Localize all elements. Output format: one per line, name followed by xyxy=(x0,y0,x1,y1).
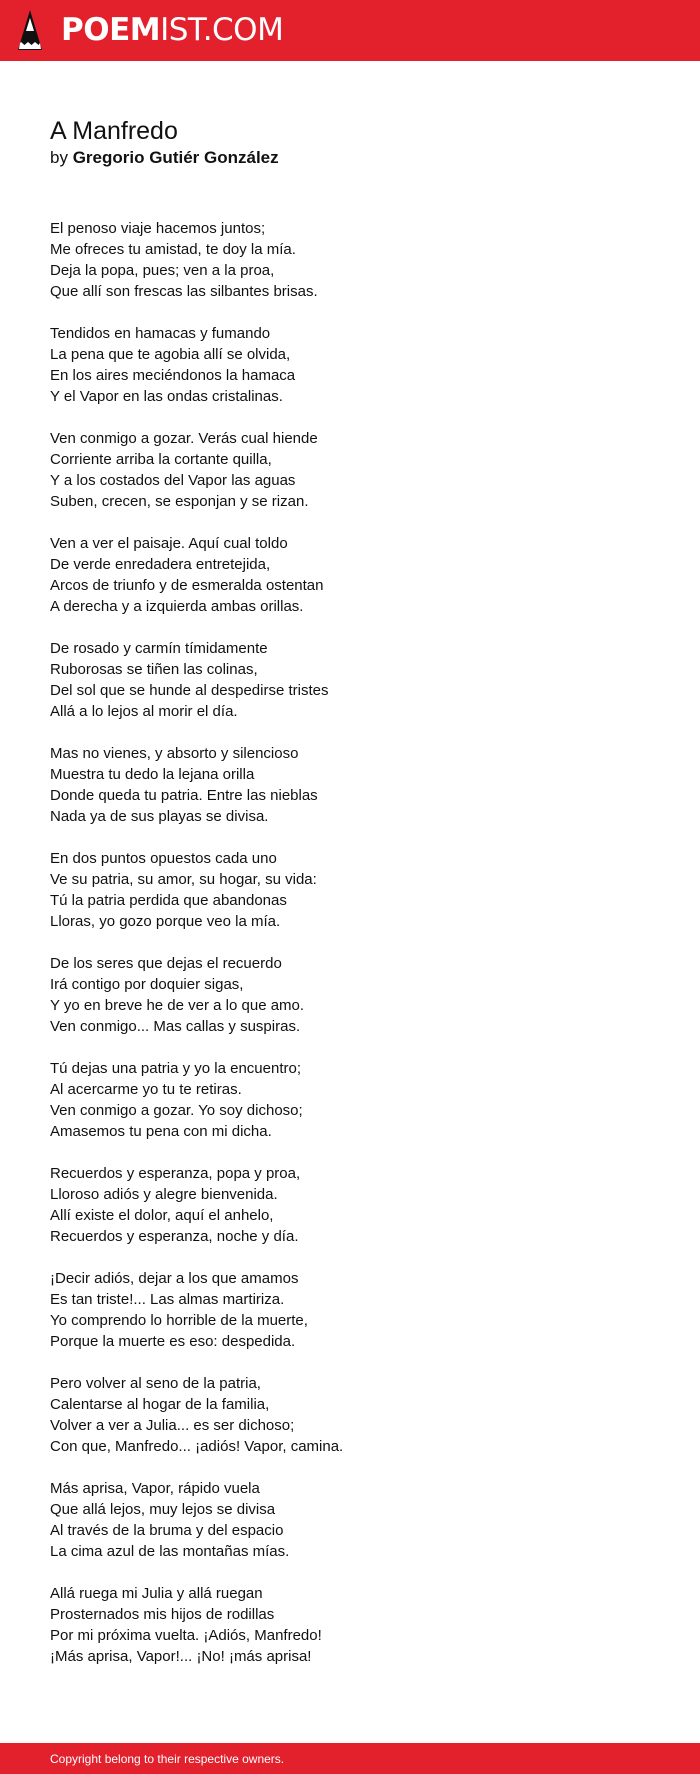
copyright-text: Copyright belong to their respective owners. xyxy=(50,1752,285,1766)
poem-line: Ven conmigo a gozar. Yo soy dichoso; xyxy=(50,1102,303,1119)
poem-line: Del sol que se hunde al despedirse tristes xyxy=(50,682,329,699)
poem-line: Pero volver al seno de la patria, xyxy=(50,1375,261,1392)
poem-line: Volver a ver a Julia... es ser dichoso; xyxy=(50,1417,295,1434)
poem-line: ¡Más aprisa, Vapor!... ¡No! ¡más aprisa! xyxy=(50,1648,312,1665)
poem-line: Que allí son frescas las silbantes brisas. xyxy=(50,283,318,300)
poem-line: Nada ya de sus playas se divisa. xyxy=(50,808,269,825)
site-footer xyxy=(0,1743,700,1774)
stanza xyxy=(50,1163,650,1247)
poem-line: Me ofreces tu amistad, te doy la mía. xyxy=(50,241,296,258)
poem-line: Calentarse al hogar de la familia, xyxy=(50,1396,270,1413)
poem-line: Por mi próxima vuelta. ¡Adiós, Manfredo! xyxy=(50,1627,322,1644)
stanza xyxy=(50,743,650,827)
stanza xyxy=(50,323,650,407)
logo-light-text: IST.COM xyxy=(160,12,284,48)
poem-line: Con que, Manfredo... ¡adiós! Vapor, camina. xyxy=(50,1438,344,1455)
poem-line: De verde enredadera entretejida, xyxy=(50,556,271,573)
poem-title: A Manfredo xyxy=(50,117,178,145)
poem-line: Allá ruega mi Julia y allá ruegan xyxy=(50,1585,263,1602)
stanza xyxy=(50,1373,650,1457)
poem-author: Gregorio Gutiér González xyxy=(72,148,279,167)
poem-line: A derecha y a izquierda ambas orillas. xyxy=(50,598,304,615)
poem-line: Arcos de triunfo y de esmeralda ostentan xyxy=(50,577,324,594)
poem-line: Lloras, yo gozo porque veo la mía. xyxy=(50,913,281,930)
poem-line: Corriente arriba la cortante quilla, xyxy=(50,451,272,468)
poem-line: Allí existe el dolor, aquí el anhelo, xyxy=(50,1207,274,1224)
poem-line: Tú la patria perdida que abandonas xyxy=(50,892,287,909)
poem-byline xyxy=(50,146,279,170)
poem-line: Al acercarme yo tu te retiras. xyxy=(50,1081,242,1098)
poem-line: En los aires meciéndonos la hamaca xyxy=(50,367,296,384)
poem-line: Ve su patria, su amor, su hogar, su vida: xyxy=(50,871,317,888)
poem-line: Que allá lejos, muy lejos se divisa xyxy=(50,1501,276,1518)
poem-line: Prosternados mis hijos de rodillas xyxy=(50,1606,275,1623)
poem-line: El penoso viaje hacemos juntos; xyxy=(50,220,266,237)
poem-line: Ven conmigo... Mas callas y suspiras. xyxy=(50,1018,301,1035)
poem-body xyxy=(50,218,650,1688)
poem-line: Y a los costados del Vapor las aguas xyxy=(50,472,296,489)
poem-line: ¡Decir adiós, dejar a los que amamos xyxy=(50,1270,299,1287)
poem-line: De los seres que dejas el recuerdo xyxy=(50,955,282,972)
poem-line: En dos puntos opuestos cada uno xyxy=(50,850,277,867)
poem-line: Muestra tu dedo la lejana orilla xyxy=(50,766,255,783)
poem-line: Ven conmigo a gozar. Verás cual hiende xyxy=(50,430,318,447)
stanza xyxy=(50,533,650,617)
poem-line: Amasemos tu pena con mi dicha. xyxy=(50,1123,272,1140)
stanza xyxy=(50,1583,650,1667)
poem-line: La cima azul de las montañas mías. xyxy=(50,1543,290,1560)
poem-line: La pena que te agobia allí se olvida, xyxy=(50,346,291,363)
poem-line: Recuerdos y esperanza, popa y proa, xyxy=(50,1165,301,1182)
logo-bold-text: POEM xyxy=(61,12,161,48)
by-label: by xyxy=(50,148,68,167)
stanza xyxy=(50,428,650,512)
site-logo[interactable] xyxy=(61,8,283,52)
stanza xyxy=(50,218,650,302)
site-header xyxy=(0,0,700,61)
poem-line: De rosado y carmín tímidamente xyxy=(50,640,268,657)
poem-line: Tú dejas una patria y yo la encuentro; xyxy=(50,1060,301,1077)
poem-line: Porque la muerte es eso: despedida. xyxy=(50,1333,296,1350)
poem-line: Donde queda tu patria. Entre las nieblas xyxy=(50,787,318,804)
stanza xyxy=(50,1478,650,1562)
poem-line: Suben, crecen, se esponjan y se rizan. xyxy=(50,493,309,510)
poem-line: Lloroso adiós y alegre bienvenida. xyxy=(50,1186,278,1203)
stanza xyxy=(50,1268,650,1352)
poem-line: Allá a lo lejos al morir el día. xyxy=(50,703,238,720)
poem-line: Ven a ver el paisaje. Aquí cual toldo xyxy=(50,535,288,552)
stanza xyxy=(50,848,650,932)
poem-line: Irá contigo por doquier sigas, xyxy=(50,976,244,993)
stanza xyxy=(50,953,650,1037)
poem-line: Tendidos en hamacas y fumando xyxy=(50,325,271,342)
poem-line: Deja la popa, pues; ven a la proa, xyxy=(50,262,275,279)
poem-line: Recuerdos y esperanza, noche y día. xyxy=(50,1228,299,1245)
stanza xyxy=(50,638,650,722)
poem-line: Y yo en breve he de ver a lo que amo. xyxy=(50,997,305,1014)
poem-line: Más aprisa, Vapor, rápido vuela xyxy=(50,1480,260,1497)
pen-nib-icon[interactable] xyxy=(17,9,43,53)
poem-line: Y el Vapor en las ondas cristalinas. xyxy=(50,388,283,405)
poem-line: Ruborosas se tiñen las colinas, xyxy=(50,661,258,678)
poem-line: Mas no vienes, y absorto y silencioso xyxy=(50,745,299,762)
stanza xyxy=(50,1058,650,1142)
poem-line: Al través de la bruma y del espacio xyxy=(50,1522,284,1539)
poem-line: Es tan triste!... Las almas martiriza. xyxy=(50,1291,285,1308)
poem-line: Yo comprendo lo horrible de la muerte, xyxy=(50,1312,308,1329)
